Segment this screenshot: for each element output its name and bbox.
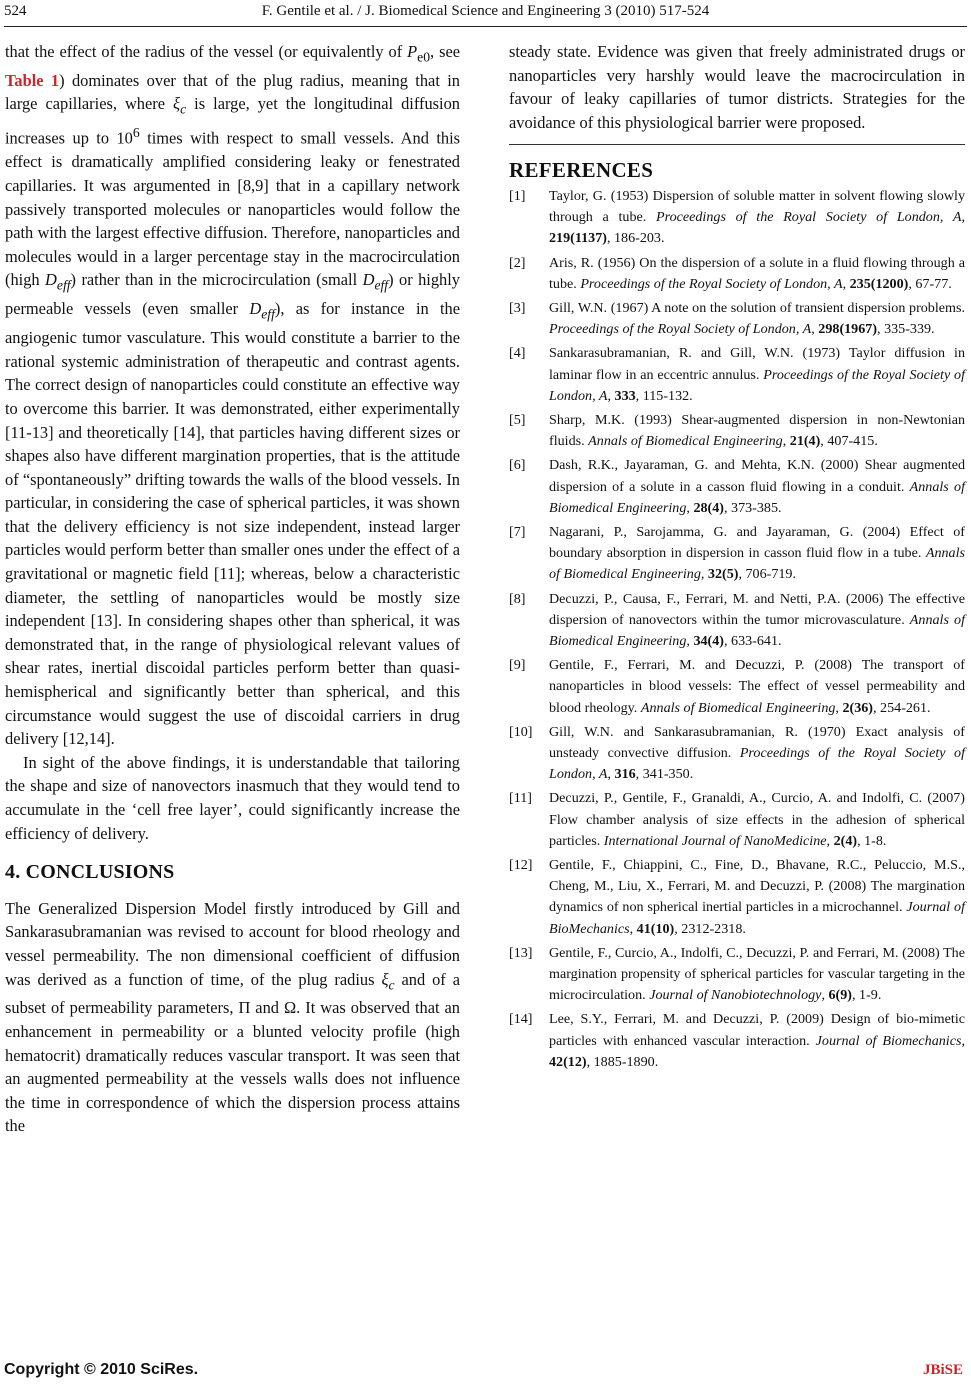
reference-item: [3] Gill, W.N. (1967) A note on the solution of transient dispersion problems. Proceedings of the Royal Society of London, A, 298(1967), 335-339.: [509, 299, 965, 338]
reference-authors-title: Decuzzi, P., Causa, F., Ferrari, M. and Netti, P.A. (2006) The effective dispersion of nanovectors within the tumor microvasculature.: [549, 590, 965, 628]
reference-item: [14] Lee, S.Y., Ferrari, M. and Decuzzi, P. (2009) Design of bio-mimetic particles with enhanced vascular interaction. Journal of Biomechanics, 42(12), 1885-1890.: [509, 1011, 965, 1070]
reference-journal: Annals of Biomedical Engineering: [640, 699, 836, 716]
reference-number: [8]: [509, 590, 526, 607]
reference-journal: Proceedings of the Royal Society of London, A: [549, 321, 812, 338]
reference-item: [4] Sankarasubramanian, R. and Gill, W.N. (1973) Taylor diffusion in laminar flow in an eccentric annulus. Proceedings of the Royal Society of London, A, 333, 115-132.: [509, 345, 965, 404]
reference-authors-title: Lee, S.Y., Ferrari, M. and Decuzzi, P. (2009) Design of bio-mimetic particles with enhanced vascular interaction.: [549, 1011, 965, 1049]
reference-journal: Journal of Biomechanics: [815, 1032, 962, 1049]
reference-item: [2] Aris, R. (1956) On the dispersion of a solute in a fluid flowing through a tube. Proceedings of the Royal Society of London, A, 235(1200), 67-77.: [509, 254, 965, 292]
reference-pages: 706-719.: [745, 566, 796, 583]
reference-journal: Journal of Nanobiotechnology: [649, 987, 822, 1004]
reference-volume: 34(4): [693, 633, 724, 650]
reference-authors-title: Gentile, F., Chiappini, C., Fine, D., Bhavane, R.C., Peluccio, M.S., Cheng, M., Liu, X., Ferrari, M. and Decuzzi, P. (2008) The margination dynamics of non spherical inertial particles in a microchannel.: [549, 857, 965, 916]
body-paragraph-2: In sight of the above findings, it is understandable that tailoring the shape and size of nanovectors inasmuch that they would tend to accumulate in the ‘cell free layer’, could significantly increase the efficiency of delivery.: [5, 752, 460, 843]
reference-volume: 298(1967): [818, 321, 878, 338]
page-footer: [0, 1355, 971, 1385]
reference-number: [1]: [509, 187, 526, 204]
reference-number: [9]: [509, 657, 526, 674]
reference-item: [9] Gentile, F., Ferrari, M. and Decuzzi, P. (2008) The transport of nanoparticles in blood vessels: The effect of vessel permeability and blood rheology. Annals of Biomedical Engineering, 2(36), 254-261.: [509, 657, 965, 716]
reference-number: [6]: [509, 457, 526, 474]
reference-journal: Proceedings of the Royal Society of London, A: [549, 366, 965, 404]
reference-volume: 28(4): [693, 499, 724, 516]
reference-pages: 341-350.: [642, 766, 694, 783]
copyright-notice: Copyright © 2010 SciRes.: [4, 1361, 199, 1378]
reference-pages: 407-415.: [827, 433, 878, 450]
reference-journal: Proceedings of the Royal Society of London, A: [656, 209, 962, 226]
reference-number: [3]: [509, 299, 526, 316]
reference-authors-title: Gentile, F., Ferrari, M. and Decuzzi, P. (2008) The transport of nanoparticles in blood vessels: The effect of vessel permeability and blood rheology.: [549, 657, 965, 716]
reference-item: [13] Gentile, F., Curcio, A., Indolfi, C., Decuzzi, P. and Ferrari, M. (2008) The margination propensity of spherical particles for vascular targeting in the microcirculation. Journal of Nanobiotechnology, 6(9), 1-9.: [509, 944, 965, 1004]
reference-pages: 1-9.: [859, 987, 882, 1004]
reference-item: [10] Gill, W.N. and Sankarasubramanian, R. (1970) Exact analysis of unsteady convective diffusion. Proceedings of the Royal Society of London, A, 316, 341-350.: [509, 723, 965, 783]
reference-pages: 254-261.: [880, 699, 931, 716]
reference-pages: 67-77.: [915, 275, 952, 292]
reference-journal: Journal of BioMechanics: [549, 899, 965, 937]
page-number: 524: [4, 3, 27, 19]
reference-item: [11] Decuzzi, P., Gentile, F., Granaldi, A., Curcio, A. and Indolfi, C. (2007) Flow chamber analysis of size effects in the adhesion of spherical particles. International Journal of NanoMedicine, 2(4), 1-8.: [509, 790, 965, 849]
reference-pages: 633-641.: [731, 633, 782, 650]
reference-authors-title: Sharp, M.K. (1993) Shear-augmented dispersion in non-Newtonian fluids.: [549, 412, 965, 450]
reference-volume: 235(1200): [849, 275, 909, 292]
body-paragraph-1: that the effect of the radius of the vessel (or equivalently of $P_{e0}$, see Table 1) dominates over that of the plug radius, meaning that in large capillaries, where $\xi_c$ is large, yet the longitudinal diffusion increases up to $10^6$ times with respect to small vessels. And this effect is dramatically amplified considering leaky or fenestrated capillaries. It was argumented in [8,9] that in a capillary network passively transported molecules or nanoparticles would follow the path with the largest effective diffusion. Therefore, nanoparticles and molecules would in a larger percentage stay in the macrocirculation (high $D_{eff}$) rather than in the microcirculation (small $D_{eff}$) or highly permeable vessels (even smaller $D_{eff}$), as for instance in the angiogenic tumor vasculature. This would constitute a barrier to the rational systemic administration of therapeutic and contrast agents. The correct design of nanoparticles could constitute an effective way to overcome this barrier. It was demonstrated, either experimentally [11-13] and theoretically [14], that particles having different sizes or shapes also have different margination properties, that is the attitude of “spontaneously” drifting towards the walls of the blood vessels. In particular, in considering the case of spherical particles, it was shown that the delivery efficiency is not size independent, instead larger particles would perform better than smaller ones under the effect of a gravitational or magnetic field [11]; whereas, below a characteristic diameter, the settling of nanoparticles would be mostly size independent [13]. In considering shapes other than spherical, it was demonstrated that, in the range of physiological relevant values of shear rates, inertial discoidal particles perform better than quasi-hemispherical and significantly better than spherical, and this circumstance would suggest the use of discoidal carriers in drug delivery [12,14].: [5, 42, 461, 749]
reference-journal: Proceedings of the Royal Society of London, A: [549, 745, 965, 783]
reference-pages: 1885-1890.: [593, 1053, 659, 1070]
reference-volume: 219(1137): [549, 230, 607, 247]
reference-number: [12]: [509, 857, 533, 874]
running-header: [0, 0, 971, 30]
reference-number: [7]: [509, 524, 526, 541]
reference-pages: 1-8.: [864, 832, 887, 849]
section-divider: [509, 144, 965, 145]
reference-item: [5] Sharp, M.K. (1993) Shear-augmented dispersion in non-Newtonian fluids. Annals of Biomedical Engineering, 21(4), 407-415.: [509, 412, 965, 450]
reference-number: [2]: [509, 254, 526, 271]
running-title: F. Gentile et al. / J. Biomedical Science and Engineering 3 (2010) 517-524: [261, 3, 710, 19]
reference-volume: 2(4): [833, 832, 858, 849]
section-heading-conclusions: 4. CONCLUSIONS: [5, 861, 175, 884]
reference-authors-title: Gentile, F., Curcio, A., Indolfi, C., Decuzzi, P. and Ferrari, M. (2008) The margination propensity of spherical particles for vascular targeting in the microcirculation.: [549, 944, 965, 1004]
conclusions-continuation: steady state. Evidence was given that freely administrated drugs or nanoparticles very harshly would leave the macrocirculation in favour of leaky capillaries of tumor districts. Strategies for the avoidance of this physiological barrier were proposed.: [509, 42, 965, 132]
reference-pages: 335-339.: [884, 321, 935, 338]
reference-authors-title: Nagarani, P., Sarojamma, G. and Jayaraman, G. (2004) Effect of boundary absorption in dispersion in casson fluid flow in a tube.: [549, 524, 965, 562]
reference-item: [12] Gentile, F., Chiappini, C., Fine, D., Bhavane, R.C., Peluccio, M.S., Cheng, M., Liu, X., Ferrari, M. and Decuzzi, P. (2008) The margination dynamics of non spherical inertial particles in a microchannel. Journal of BioMechanics, 41(10), 2312-2318.: [509, 857, 965, 937]
journal-abbrev: JBiSE: [922, 1362, 963, 1378]
reference-authors-title: Sankarasubramanian, R. and Gill, W.N. (1973) Taylor diffusion in laminar flow in an eccentric annulus.: [549, 345, 965, 383]
reference-volume: 42(12): [549, 1053, 587, 1070]
conclusions-paragraph: The Generalized Dispersion Model firstly introduced by Gill and Sankarasubramanian was revised to account for blood rheology and vessel permeability. The non dimensional coefficient of diffusion was derived as a function of time, of the plug radius $\xi_c$ and of a subset of permeability parameters, Π and Ω. It was observed that an enhancement in permeability or a blunted velocity profile (high hematocrit) dramatically reduces vascular transport. It was seen that an augmented permeability at the vessels walls does not influence the time in correspondence of which the dispersion process attains the: [5, 898, 460, 1136]
reference-volume: 32(5): [707, 566, 739, 583]
reference-authors-title: Taylor, G. (1953) Dispersion of soluble matter in solvent flowing slowly through a tube.: [549, 187, 965, 226]
reference-journal: International Journal of NanoMedicine: [603, 832, 827, 849]
reference-item: [1] Taylor, G. (1953) Dispersion of soluble matter in solvent flowing slowly through a tube. Proceedings of the Royal Society of London, A, 219(1137), 186-203.: [509, 187, 966, 247]
reference-number: [14]: [509, 1011, 533, 1028]
left-column: [5, 40, 460, 1138]
reference-pages: 373-385.: [731, 499, 782, 516]
reference-item: [6] Dash, R.K., Jayaraman, G. and Mehta, K.N. (2000) Shear augmented dispersion of a solute in a casson fluid flowing in a conduit. Annals of Biomedical Engineering, 28(4), 373-385.: [509, 457, 965, 516]
right-column: [509, 40, 965, 1076]
reference-pages: 115-132.: [642, 387, 693, 404]
reference-number: [10]: [509, 723, 533, 740]
reference-journal: Annals of Biomedical Engineering: [549, 611, 965, 650]
header-rule: [4, 26, 967, 27]
reference-authors-title: Gill, W.N. and Sankarasubramanian, R. (1970) Exact analysis of unsteady convective diffusion.: [549, 723, 965, 762]
reference-journal: Annals of Biomedical Engineering: [549, 545, 966, 583]
reference-number: [11]: [509, 790, 532, 807]
reference-authors-title: Dash, R.K., Jayaraman, G. and Mehta, K.N. (2000) Shear augmented dispersion of a solute in a casson fluid flowing in a conduit.: [549, 457, 965, 495]
reference-volume: 316: [614, 766, 636, 783]
reference-list: [509, 186, 965, 1073]
reference-authors-title: Decuzzi, P., Gentile, F., Granaldi, A., Curcio, A. and Indolfi, C. (2007) Flow chamber analysis of size effects in the adhesion of spherical particles.: [549, 790, 965, 849]
reference-number: [5]: [509, 412, 526, 428]
references-heading: REFERENCES: [509, 158, 654, 183]
reference-volume: 6(9): [828, 987, 852, 1004]
reference-item: [7] Nagarani, P., Sarojamma, G. and Jayaraman, G. (2004) Effect of boundary absorption in dispersion in casson fluid flow in a tube. Annals of Biomedical Engineering, 32(5), 706-719.: [509, 524, 966, 583]
reference-number: [13]: [509, 944, 533, 961]
reference-journal: Annals of Biomedical Engineering: [588, 433, 783, 450]
reference-volume: 2(36): [842, 699, 873, 716]
reference-journal: Proceedings of the Royal Society of London, A: [580, 275, 843, 292]
reference-authors-title: Gill, W.N. (1967) A note on the solution of transient dispersion problems.: [549, 299, 965, 316]
reference-pages: 2312-2318.: [681, 920, 746, 937]
reference-journal: Annals of Biomedical Engineering: [549, 478, 965, 516]
reference-pages: 186-203.: [613, 230, 665, 247]
reference-volume: 21(4): [789, 433, 821, 450]
reference-volume: 41(10): [636, 920, 675, 937]
reference-item: [8] Decuzzi, P., Causa, F., Ferrari, M. and Netti, P.A. (2006) The effective dispersion of nanovectors within the tumor microvasculature. Annals of Biomedical Engineering, 34(4), 633-641.: [509, 590, 965, 650]
reference-authors-title: Aris, R. (1956) On the dispersion of a solute in a fluid flowing through a tube.: [549, 254, 965, 292]
reference-volume: 333: [614, 387, 636, 404]
reference-number: [4]: [509, 345, 526, 362]
